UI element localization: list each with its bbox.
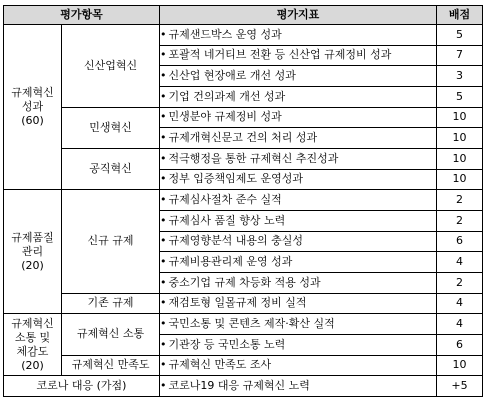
sub-new-regulation: 신규 규제	[62, 190, 160, 293]
score-cell: 5	[437, 86, 483, 107]
indicator-cell: • 규제개혁신문고 건의 처리 성과	[160, 128, 437, 149]
table-row	[4, 376, 483, 397]
table-row	[4, 355, 483, 376]
score-cell: 2	[437, 272, 483, 293]
score-cell: 4	[437, 252, 483, 273]
indicator-cell: • 적극행정을 통한 규제혁신 추진성과	[160, 148, 437, 169]
indicator-cell: • 규제혁신 만족도 조사	[160, 355, 437, 376]
group-innovation-results: 규제혁신 성과 (60)	[4, 25, 62, 190]
sub-existing-regulation: 기존 규제	[62, 293, 160, 314]
score-cell: 6	[437, 231, 483, 252]
indicator-cell: • 신산업 현장애로 개선 성과	[160, 66, 437, 87]
evaluation-table	[3, 5, 483, 397]
table-row	[4, 293, 483, 314]
score-cell: 10	[437, 169, 483, 190]
sub-satisfaction: 규제혁신 만족도	[62, 355, 160, 376]
score-cell: +5	[437, 376, 483, 397]
group-quality-management: 규제품질 관리 (20)	[4, 190, 62, 314]
indicator-cell: • 포괄적 네거티브 전환 등 신산업 규제정비 성과	[160, 45, 437, 66]
indicator-cell: • 기관장 등 국민소통 노력	[160, 334, 437, 355]
score-cell: 2	[437, 210, 483, 231]
indicator-cell: • 규제영향분석 내용의 충실성	[160, 231, 437, 252]
score-cell: 6	[437, 334, 483, 355]
indicator-cell: • 규제심사절차 준수 실적	[160, 190, 437, 211]
group-communication: 규제혁신 소통 및 체감도 (20)	[4, 314, 62, 376]
indicator-cell: • 규제비용관리제 운영 성과	[160, 252, 437, 273]
score-cell: 10	[437, 148, 483, 169]
indicator-cell: • 규제샌드박스 운영 성과	[160, 25, 437, 46]
score-cell: 4	[437, 314, 483, 335]
header-score: 배점	[437, 6, 483, 25]
score-cell: 10	[437, 128, 483, 149]
sub-public-service: 공직혁신	[62, 148, 160, 189]
score-cell: 7	[437, 45, 483, 66]
table-row	[4, 107, 483, 128]
table-row	[4, 148, 483, 169]
header-category: 평가항목	[4, 6, 160, 25]
table-row	[4, 314, 483, 335]
indicator-cell: • 중소기업 규제 차등화 적용 성과	[160, 272, 437, 293]
indicator-cell: • 기업 건의과제 개선 성과	[160, 86, 437, 107]
score-cell: 5	[437, 25, 483, 46]
bonus-corona: 코로나 대응 (가점)	[4, 376, 160, 397]
score-cell: 10	[437, 355, 483, 376]
sub-livelihood: 민생혁신	[62, 107, 160, 148]
sub-communication: 규제혁신 소통	[62, 314, 160, 355]
indicator-cell: • 국민소통 및 콘텐츠 제작·확산 실적	[160, 314, 437, 335]
table-row	[4, 25, 483, 46]
score-cell: 2	[437, 190, 483, 211]
indicator-cell: • 민생분야 규제정비 성과	[160, 107, 437, 128]
indicator-cell: • 재검토형 일몰규제 정비 실적	[160, 293, 437, 314]
score-cell: 3	[437, 66, 483, 87]
sub-new-industry: 신산업혁신	[62, 25, 160, 108]
header-row	[4, 6, 483, 25]
table-row	[4, 190, 483, 211]
indicator-cell: • 규제심사 품질 향상 노력	[160, 210, 437, 231]
header-indicator: 평가지표	[160, 6, 437, 25]
score-cell: 10	[437, 107, 483, 128]
indicator-cell: • 코로나19 대응 규제혁신 노력	[160, 376, 437, 397]
score-cell: 4	[437, 293, 483, 314]
indicator-cell: • 정부 입증책임제도 운영성과	[160, 169, 437, 190]
